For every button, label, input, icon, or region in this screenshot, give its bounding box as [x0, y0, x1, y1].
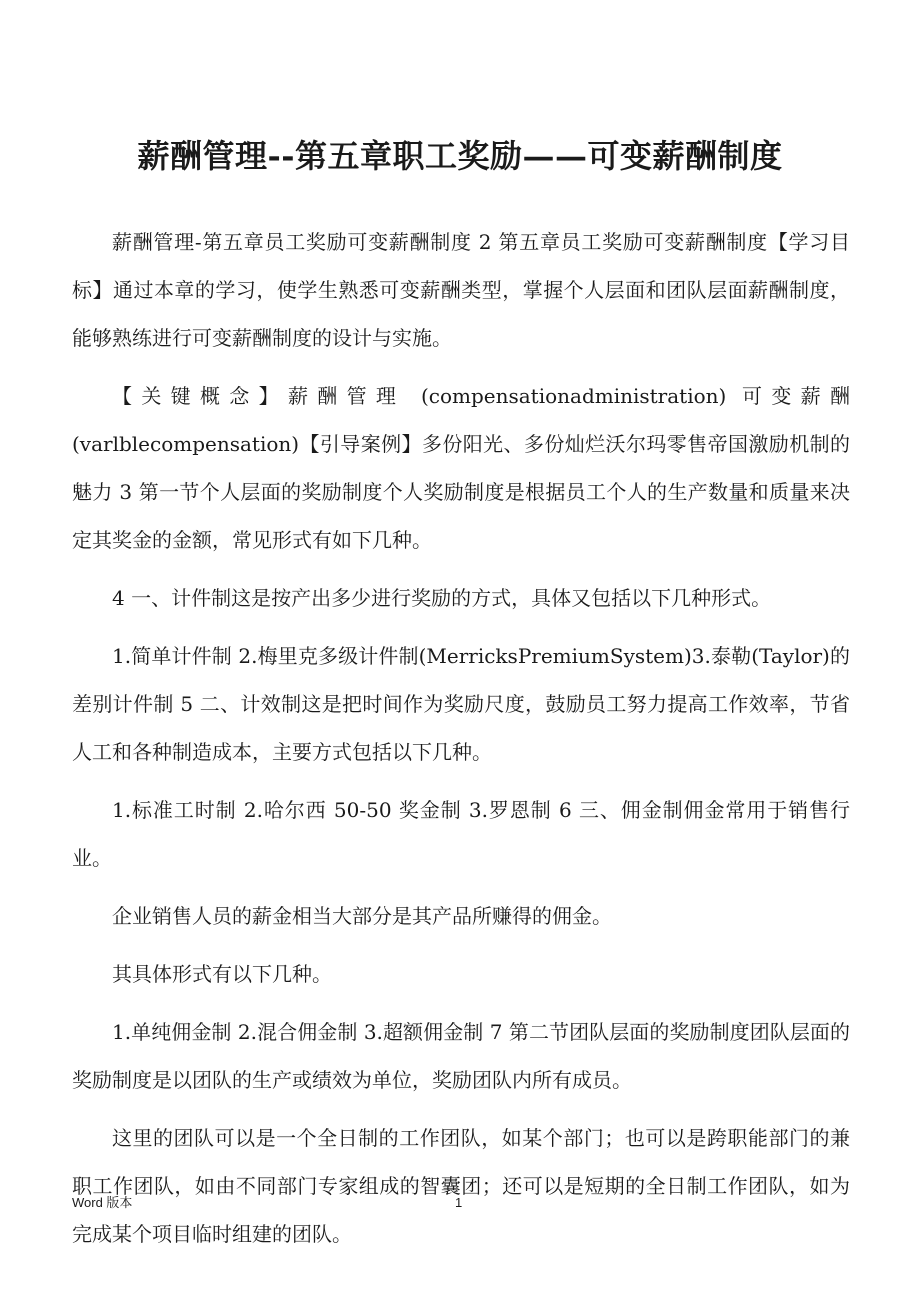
paragraph: 1.单纯佣金制 2.混合佣金制 3.超额佣金制 7 第二节团队层面的奖励制度团队层面的奖励制度是以团队的生产或绩效为单位，奖励团队内所有成员。: [72, 1020, 850, 1092]
document-body: [72, 218, 850, 1268]
paragraph: 企业销售人员的薪金相当大部分是其产品所赚得的佣金。: [112, 904, 612, 928]
document-title: 薪酬管理--第五章职工奖励——可变薪酬制度: [137, 137, 783, 175]
paragraph: 1.简单计件制 2.梅里克多级计件制(MerricksPremiumSystem)3.泰勒(Taylor)的差别计件制 5 二、计效制这是把时间作为奖励尺度，鼓励员工努力提高工作效率，节省人工和各种制造成本，主要方式包括以下几种。: [72, 644, 850, 764]
paragraph: 其具体形式有以下几种。: [112, 962, 332, 986]
paragraph: 这里的团队可以是一个全日制的工作团队，如某个部门；也可以是跨职能部门的兼职工作团队，如由不同部门专家组成的智囊团；还可以是短期的全日制工作团队，如为完成某个项目临时组建的团队。: [72, 1126, 850, 1246]
paragraph: 4 一、计件制这是按产出多少进行奖励的方式，具体又包括以下几种形式。: [112, 586, 772, 610]
paragraph: 【关键概念】薪酬管理 (compensationadministration) 可变薪酬 (varlblecompensation)【引导案例】多份阳光、多份灿烂沃尔玛零售帝国激励机制的魅力 3 第一节个人层面的奖励制度个人奖励制度是根据员工个人的生产数量和质量来决定其奖金的金额，常见形式有如下几种。: [72, 384, 850, 552]
footer-version-label: Word 版本: [72, 1195, 133, 1210]
paragraph: 薪酬管理-第五章员工奖励可变薪酬制度 2 第五章员工奖励可变薪酬制度【学习目标】通过本章的学习，使学生熟悉可变薪酬类型，掌握个人层面和团队层面薪酬制度，能够熟练进行可变薪酬制度的设计与实施。: [72, 230, 850, 350]
paragraph: 1.标准工时制 2.哈尔西 50-50 奖金制 3.罗恩制 6 三、佣金制佣金常用于销售行业。: [72, 798, 850, 870]
footer-page-number: 1: [455, 1195, 463, 1210]
